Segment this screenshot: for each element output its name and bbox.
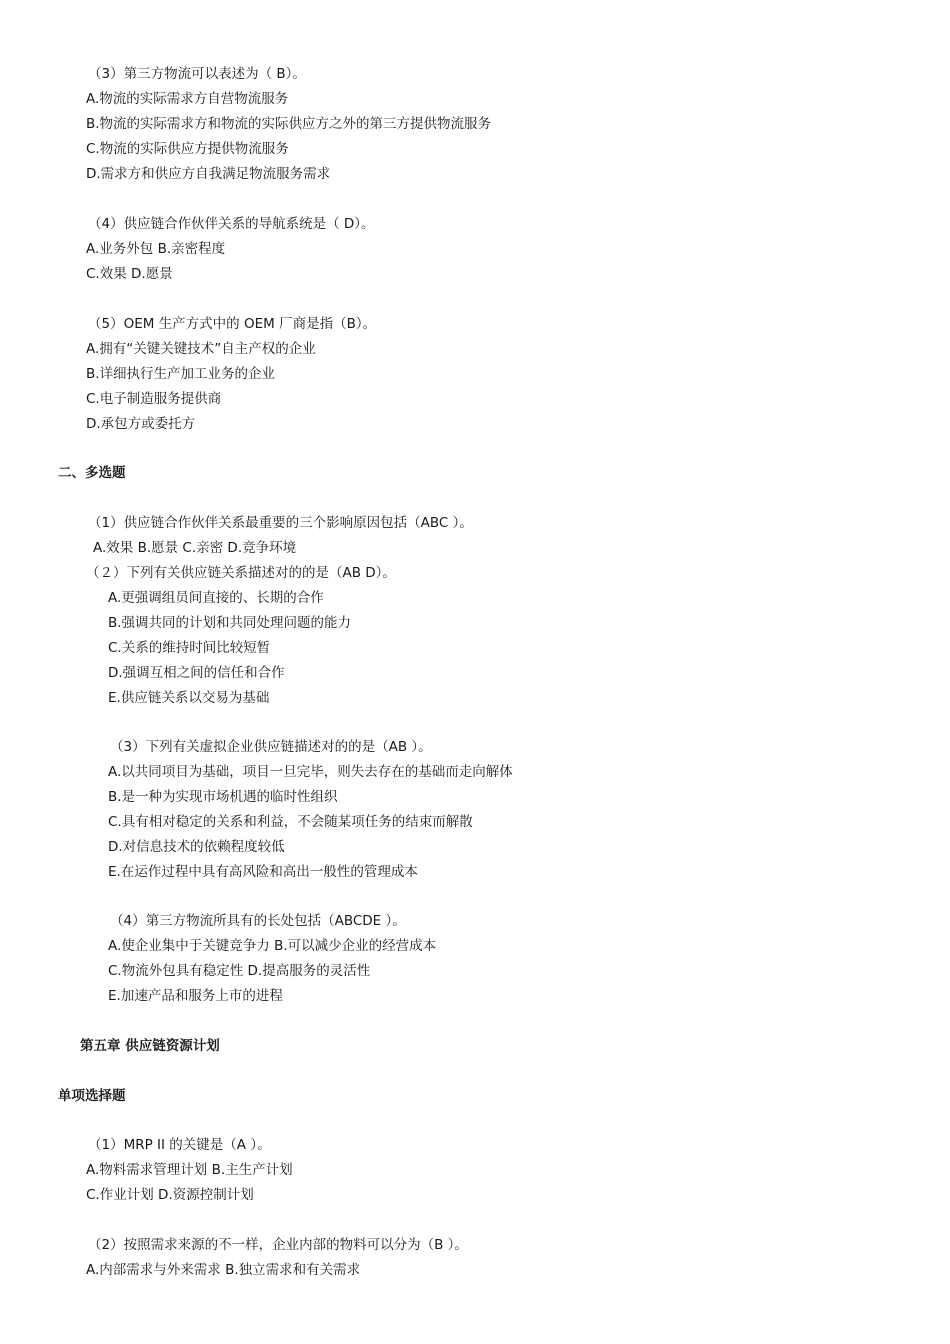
- option-text: E.供应链关系以交易为基础: [108, 690, 270, 706]
- option-text: A.物流的实际需求方自营物流服务: [86, 91, 289, 107]
- option-text: A.业务外包 B.亲密程度: [86, 241, 226, 257]
- option-text: B.详细执行生产加工业务的企业: [86, 366, 276, 382]
- option-text: C.关系的维持时间比较短暂: [108, 640, 271, 656]
- question-text: （2）按照需求来源的不一样，企业内部的物料可以分为（B ）。: [88, 1237, 468, 1253]
- option-text: C.作业计划 D.资源控制计划: [86, 1187, 254, 1203]
- section-heading: 二、多选题: [58, 465, 126, 481]
- section-heading: 单项选择题: [58, 1088, 126, 1104]
- option-text: A.更强调组员间直接的、长期的合作: [108, 590, 324, 606]
- option-text: A.以共同项目为基础，项目一旦完毕，则失去存在的基础而走向解体: [108, 764, 513, 780]
- option-text: C.物流外包具有稳定性 D.提高服务的灵活性: [108, 963, 371, 979]
- option-text: A.效果 B.愿景 C.亲密 D.竞争环境: [93, 540, 297, 556]
- question-text: （1）供应链合作伙伴关系最重要的三个影响原因包括（ABC ）。: [88, 515, 473, 531]
- option-text: E.加速产品和服务上市的进程: [108, 988, 283, 1004]
- option-text: D.强调互相之间的信任和合作: [108, 665, 285, 681]
- question-text: （２）下列有关供应链关系描述对的的是（AB D）。: [86, 565, 396, 581]
- option-text: B.强调共同的计划和共同处理问题的能力: [108, 615, 352, 631]
- option-text: C.具有相对稳定的关系和利益，不会随某项任务的结束而解散: [108, 814, 473, 830]
- option-text: D.对信息技术的依赖程度较低: [108, 839, 285, 855]
- option-text: A.物料需求管理计划 B.主生产计划: [86, 1162, 293, 1178]
- question-text: （4）供应链合作伙伴关系的导航系统是（ D）。: [88, 216, 375, 232]
- question-text: （3）第三方物流可以表述为（ B）。: [88, 66, 306, 82]
- option-text: B.物流的实际需求方和物流的实际供应方之外的第三方提供物流服务: [86, 116, 492, 132]
- option-text: D.需求方和供应方自我满足物流服务需求: [86, 166, 331, 182]
- option-text: C.效果 D.愿景: [86, 266, 173, 282]
- question-text: （3）下列有关虚拟企业供应链描述对的的是（AB ）。: [110, 739, 432, 755]
- option-text: A.拥有“关键关键技术”自主产权的企业: [86, 341, 316, 357]
- chapter-heading: 第五章 供应链资源计划: [80, 1038, 220, 1054]
- option-text: A.内部需求与外来需求 B.独立需求和有关需求: [86, 1262, 361, 1278]
- question-text: （4）第三方物流所具有的长处包括（ABCDE ）。: [110, 913, 406, 929]
- option-text: E.在运作过程中具有高风险和高出一般性的管理成本: [108, 864, 418, 880]
- option-text: D.承包方或委托方: [86, 416, 196, 432]
- option-text: C.物流的实际供应方提供物流服务: [86, 141, 289, 157]
- option-text: B.是一种为实现市场机遇的临时性组织: [108, 789, 338, 805]
- question-text: （5）OEM 生产方式中的 OEM 厂商是指（B）。: [88, 316, 377, 332]
- option-text: A.使企业集中于关键竞争力 B.可以减少企业的经营成本: [108, 938, 437, 954]
- option-text: C.电子制造服务提供商: [86, 391, 222, 407]
- question-text: （1）MRP II 的关键是（A ）。: [88, 1137, 271, 1153]
